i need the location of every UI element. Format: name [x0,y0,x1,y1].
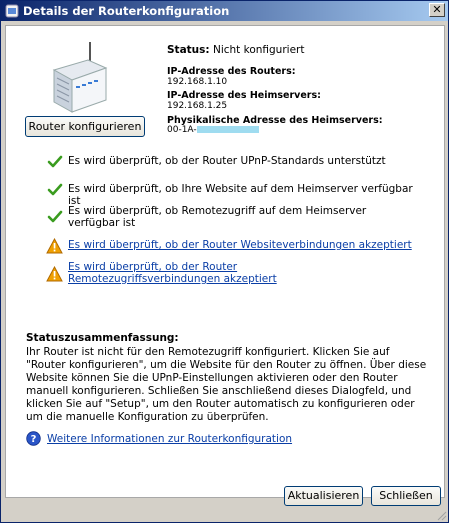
check-item-remote-access: Es wird überprüft, ob Remotezugriff auf dem Heimserver verfügbar ist [68,205,367,229]
summary-text: Ihr Router ist nicht für den Remotezugriff konfiguriert. Klicken Sie auf "Router konfigurieren", um die Website für den Router zu öffnen. Über diese Website können Sie die UPnP-Einstellungen aktivieren oder den Router manuell konfigurieren. Schließen Sie anschließend dieses Dialogfeld, und klicken Sie auf "Setup", um den Router automatisch zu konfigurieren oder um die manuelle Konfiguration zu überprüfen. [26,346,427,423]
help-icon [26,431,41,446]
status-label: Status: [167,44,210,56]
help-link[interactable]: Weitere Informationen zur Routerkonfiguration [47,433,293,445]
router-ip-value: 192.168.1.10 [167,77,228,87]
warning-item-remote-connections[interactable]: Es wird überprüft, ob der Router Remotezugriffsverbindungen akzeptiert [68,261,277,285]
warning-item-website-connections[interactable]: Es wird überprüft, ob der Router Websiteverbindungen akzeptiert [68,239,412,251]
check-icon [47,209,63,225]
summary-heading: Statuszusammenfassung: [26,332,179,344]
check-icon [47,182,63,198]
configure-router-button[interactable]: Router konfigurieren [25,116,145,137]
mac-label: Physikalische Adresse des Heimservers: [167,115,383,126]
svg-text:?: ? [30,434,37,446]
check-item-website: Es wird überprüft, ob Ihre Website auf dem Heimserver verfügbar ist [68,183,413,207]
mac-redaction [197,126,259,133]
dialog-content [5,25,445,498]
status-value: Nicht konfiguriert [212,44,305,56]
router-ip-label: IP-Adresse des Routers: [167,66,296,77]
mac-value [167,125,259,135]
check-item-upnp: Es wird überprüft, ob der Router UPnP-Standards unterstützt [68,155,386,167]
status-line [167,44,304,56]
server-ip-label: IP-Adresse des Heimservers: [167,90,321,101]
window-title: Details der Routerkonfiguration [23,4,230,18]
app-icon [5,4,19,18]
title-bar[interactable] [1,1,448,21]
mac-value-visible: 00-1A- [167,125,197,135]
resize-grip-icon[interactable] [435,509,447,521]
warning-icon [46,266,63,282]
window-close-button[interactable]: ✕ [429,3,445,17]
server-ip-value: 192.168.1.25 [167,101,228,111]
refresh-button[interactable]: Aktualisieren [284,486,363,506]
close-button[interactable]: Schließen [371,486,441,506]
router-image [50,40,110,114]
check-icon [47,154,63,170]
warning-icon [46,238,63,254]
